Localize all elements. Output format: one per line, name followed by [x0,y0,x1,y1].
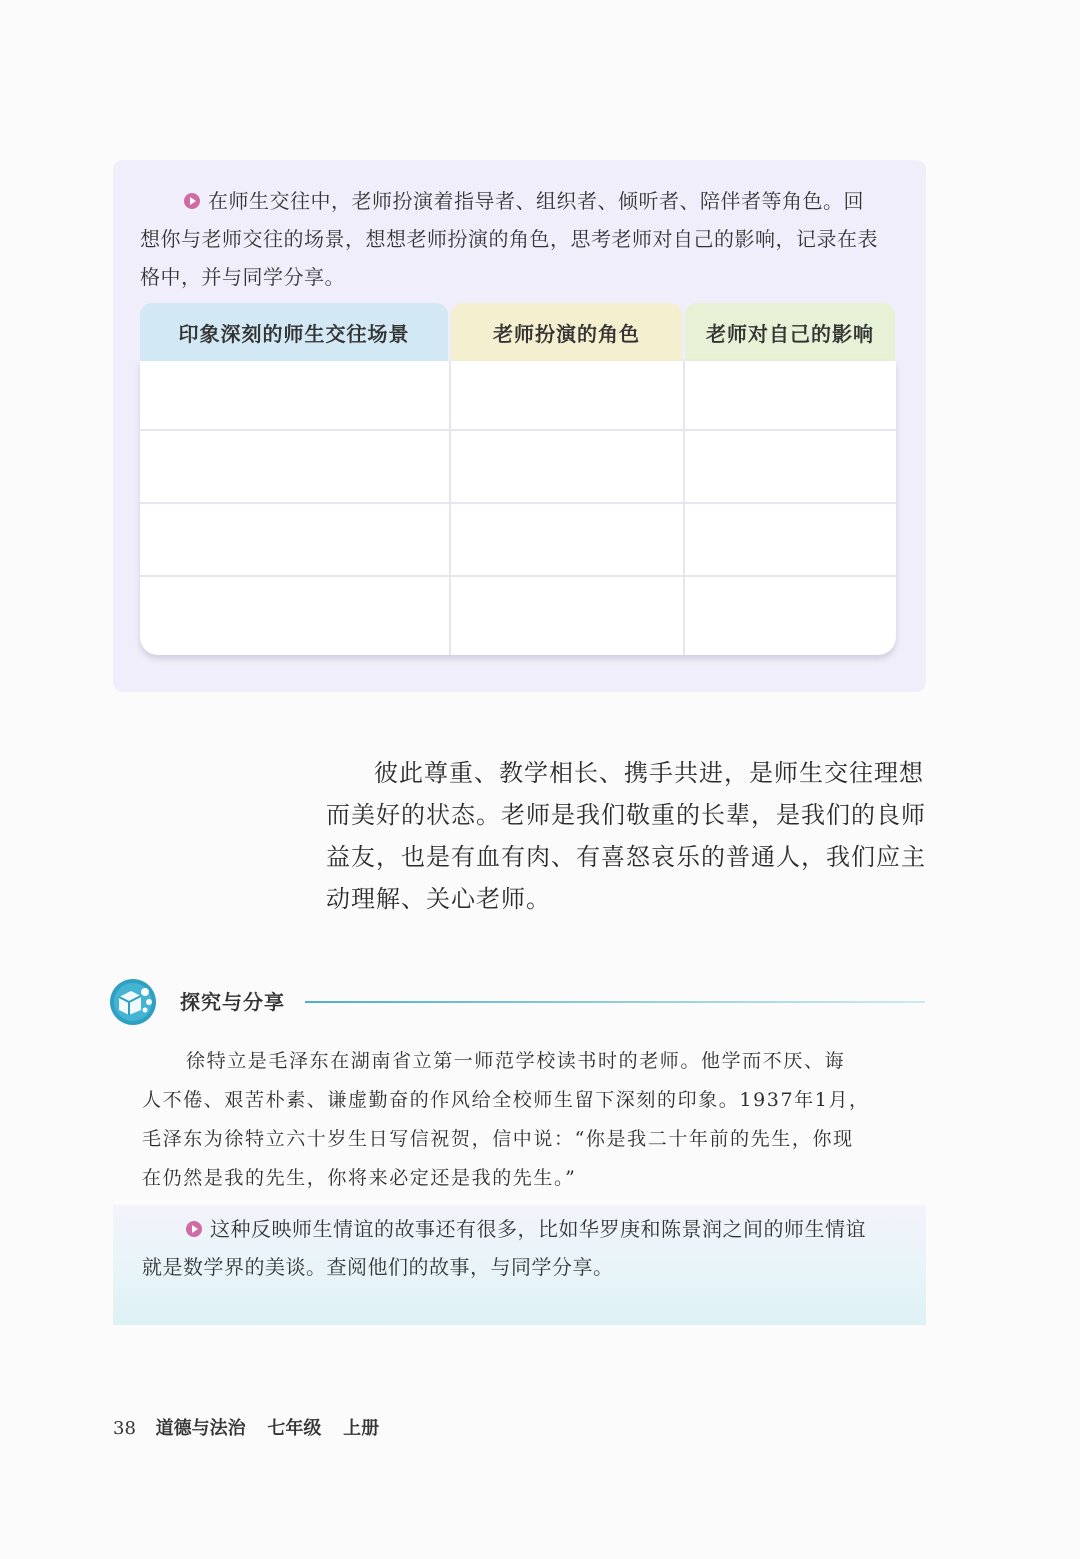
table-cell[interactable] [451,431,683,502]
story-paragraph [142,1042,904,1198]
story-line: 人不倦、艰苦朴素、谦虚勤奋的作风给全校师生留下深刻的印象。1937年1月， [142,1089,870,1111]
table-cell[interactable] [685,431,896,502]
table-cell[interactable] [451,577,683,655]
paragraph-line: 彼此尊重、教学相长、携手共进，是师生交往理想 [374,759,924,787]
book-subject: 道德与法治 [155,1418,246,1439]
book-volume: 上册 [343,1418,380,1439]
prompt-line: 格中，并与同学分享。 [140,265,345,289]
table-cell[interactable] [685,504,896,575]
paragraph-line: 益友，也是有血有肉、有喜怒哀乐的普通人，我们应主 [326,843,926,871]
paragraph-line: 动理解、关心老师。 [326,885,551,913]
prompt-line: 就是数学界的美谈。查阅他们的故事，与同学分享。 [142,1255,614,1279]
section-title: 探究与分享 [180,990,285,1014]
play-bullet-icon [186,1221,202,1237]
book-grade: 七年级 [267,1418,322,1439]
story-line: 徐特立是毛泽东在湖南省立第一师范学校读书时的老师。他学而不厌、诲 [186,1050,846,1072]
play-bullet-icon [184,193,200,209]
table-cell[interactable] [140,361,449,429]
story-line: 毛泽东为徐特立六十岁生日写信祝贺，信中说：“你是我二十年前的先生，你现 [142,1128,854,1150]
page-number: 38 [113,1418,136,1439]
section-divider [305,1001,925,1003]
prompt-line: 这种反映师生情谊的故事还有很多，比如华罗庚和陈景润之间的师生情谊 [142,1210,912,1248]
paragraph-line: 而美好的状态。老师是我们敬重的长辈，是我们的良师 [326,801,926,829]
table-cell[interactable] [685,361,896,429]
main-paragraph [326,752,930,920]
table-header-role: 老师扮演的角色 [451,303,682,361]
explore-prompt [142,1210,912,1286]
explore-cube-icon [109,978,157,1026]
prompt-line: 在师生交往中，老师扮演着指导者、组织者、倾听者、陪伴者等角色。回 [140,182,910,220]
record-table [140,361,896,655]
table-cell[interactable] [451,361,683,429]
table-header-scene: 印象深刻的师生交往场景 [140,303,448,361]
story-line: 在仍然是我的先生，你将来必定还是我的先生。” [142,1167,577,1189]
table-cell[interactable] [140,431,449,502]
activity-prompt [140,182,910,296]
page-footer [113,1414,395,1440]
table-cell[interactable] [140,504,449,575]
table-header-influence: 老师对自己的影响 [685,303,895,361]
table-cell[interactable] [140,577,449,655]
table-cell[interactable] [451,504,683,575]
prompt-line: 想你与老师交往的场景，想想老师扮演的角色，思考老师对自己的影响，记录在表 [140,227,878,251]
table-cell[interactable] [685,577,896,655]
